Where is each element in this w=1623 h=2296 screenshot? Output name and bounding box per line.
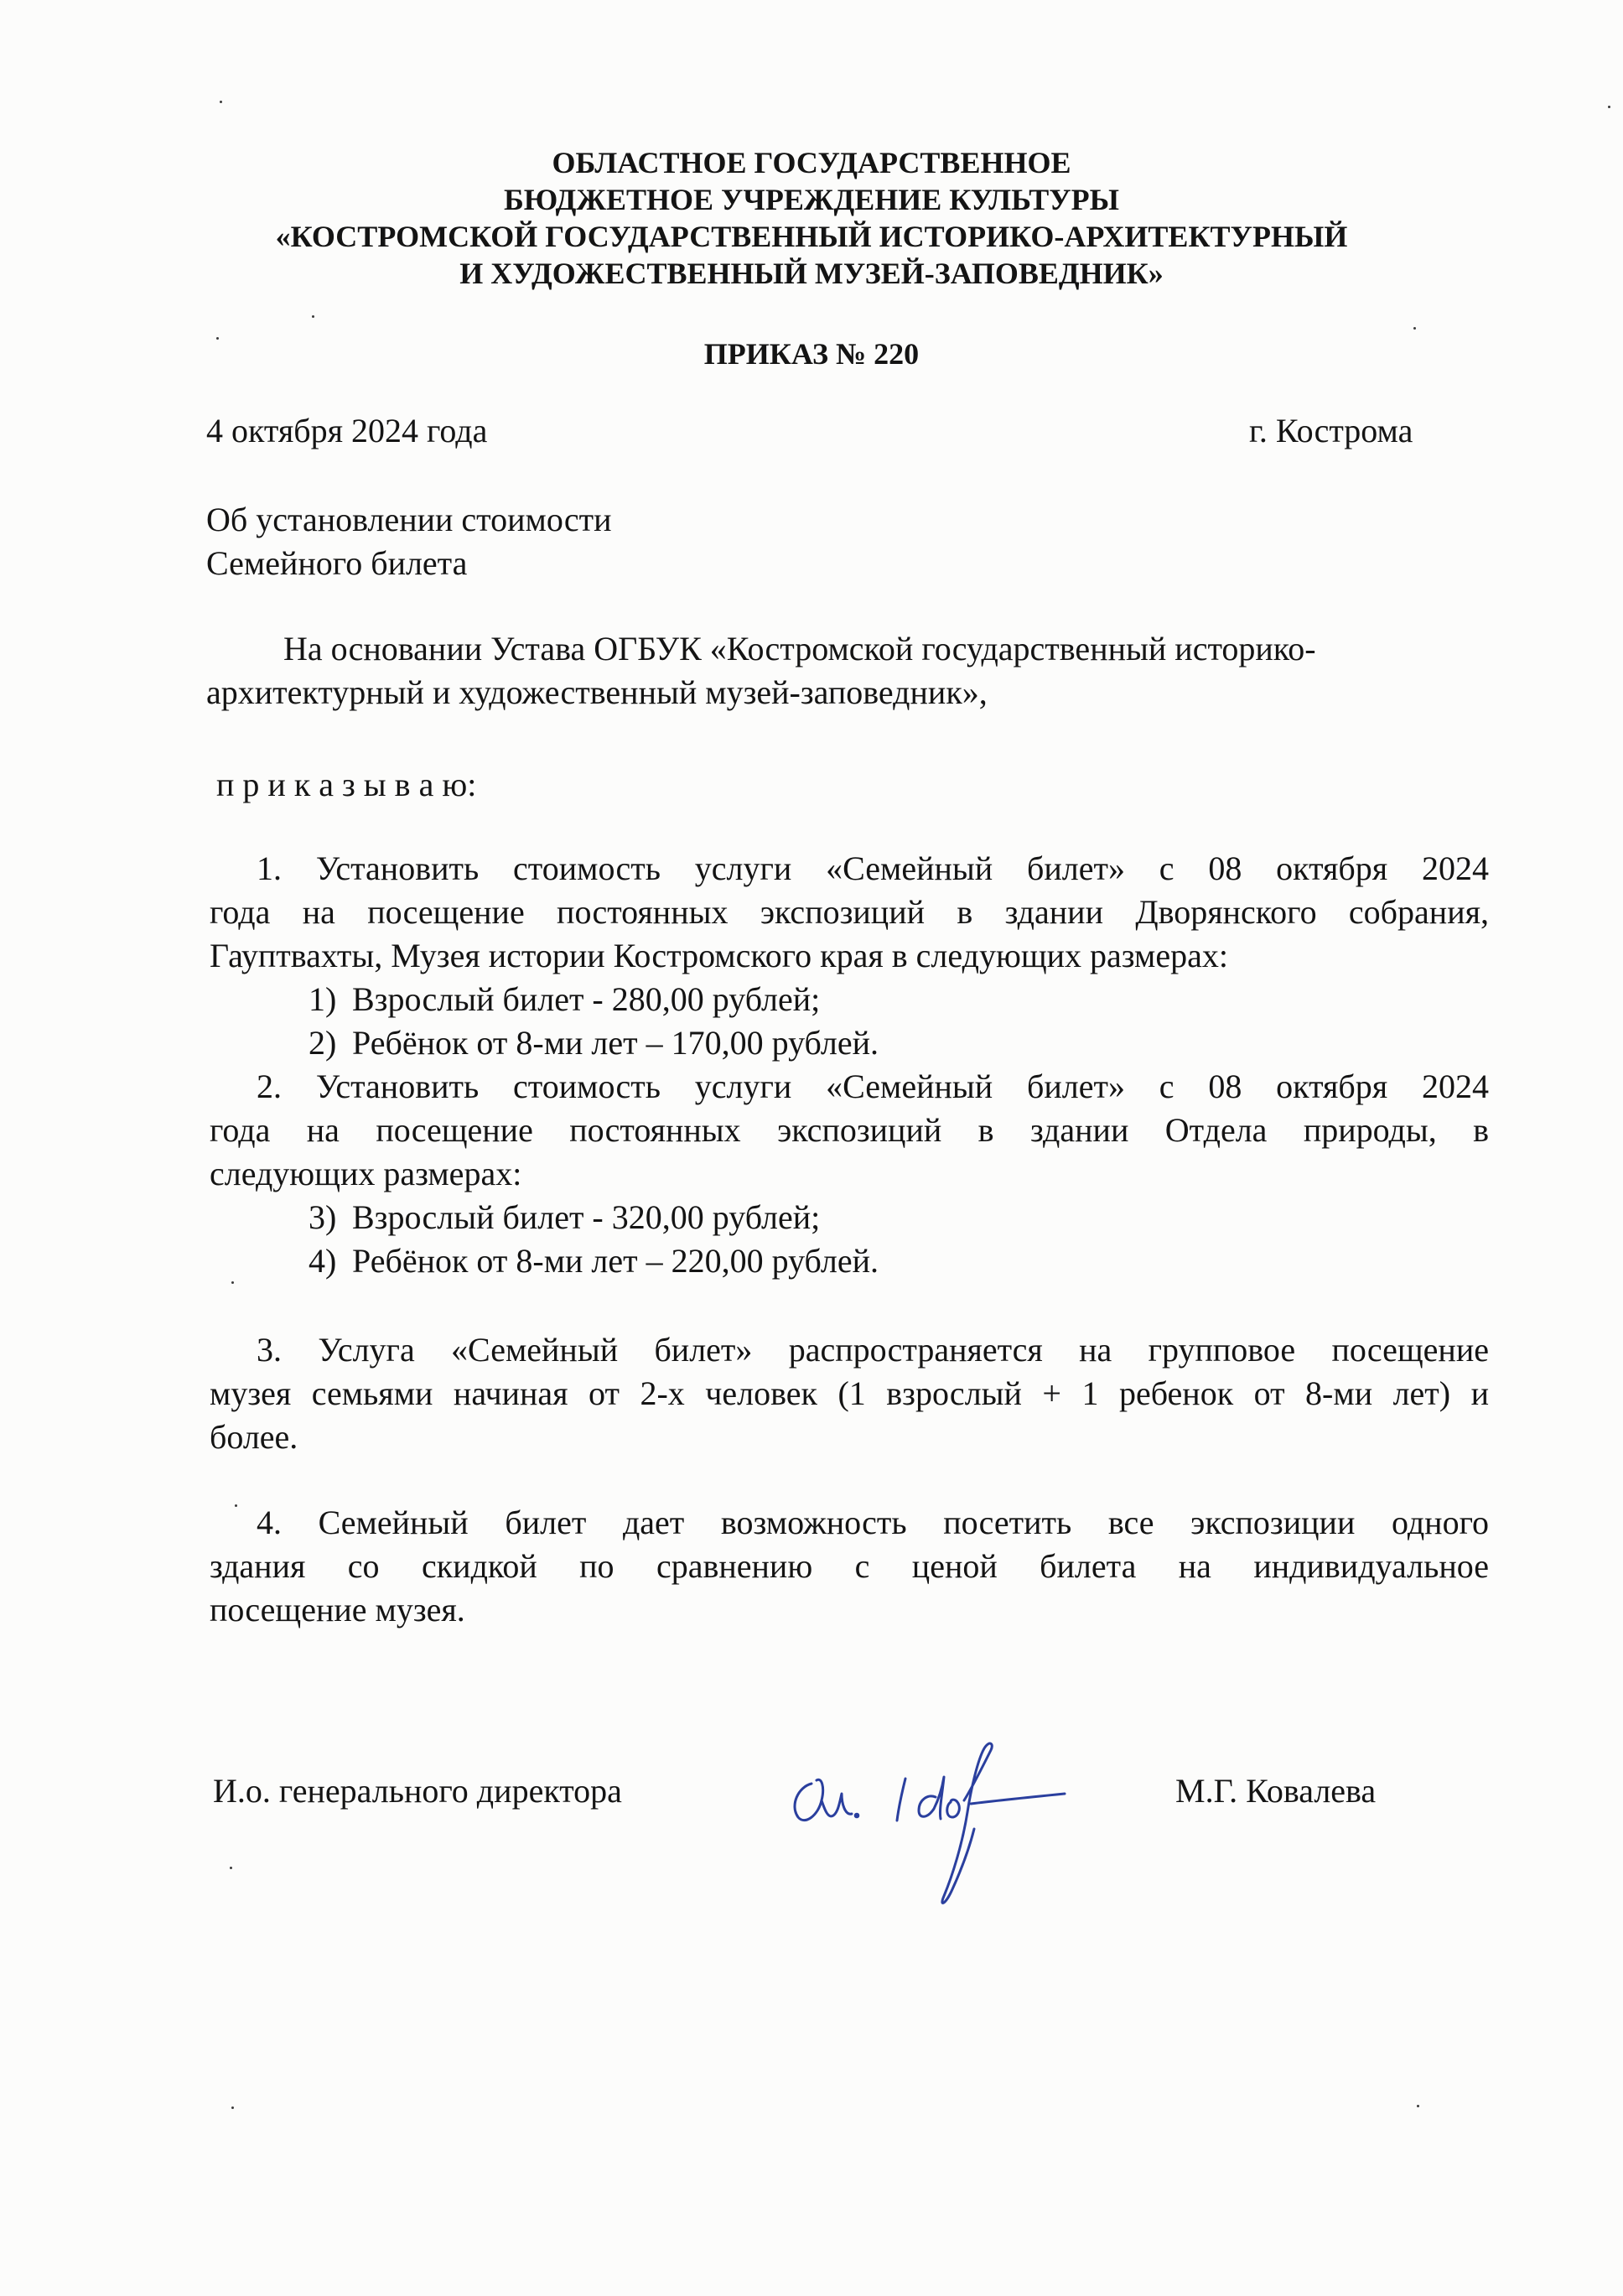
subject-line: Об установлении стоимости <box>206 501 612 538</box>
header-line: ОБЛАСТНОЕ ГОСУДАРСТВЕННОЕ <box>552 146 1071 179</box>
price-item-number: 2) <box>309 1024 337 1062</box>
signatory-position: И.о. генерального директора <box>213 1772 622 1810</box>
order-subject <box>206 498 611 585</box>
item-line: посещение музея. <box>210 1591 465 1628</box>
price-item-text: Ребёнок от 8-ми лет – 170,00 рублей. <box>352 1024 879 1062</box>
signatory-name: М.Г. Ковалева <box>1175 1772 1377 1810</box>
price-item-number: 3) <box>309 1198 337 1236</box>
price-item <box>210 1196 1489 1239</box>
price-item-text: Ребёнок от 8-ми лет – 220,00 рублей. <box>352 1242 879 1280</box>
price-item-number: 4) <box>309 1242 337 1280</box>
item-line: более. <box>210 1418 298 1456</box>
scan-speck <box>230 1867 232 1869</box>
header-line: БЮДЖЕТНОЕ УЧРЕЖДЕНИЕ КУЛЬТУРЫ <box>503 183 1119 216</box>
item-line: 1. Установить стоимость услуги «Семейный билет» с 08 октября 2024 <box>257 849 1489 887</box>
preamble <box>206 627 1487 714</box>
item-line: 3. Услуга «Семейный билет» распространяется на групповое посещение <box>257 1331 1489 1369</box>
preamble-line: архитектурный и художественный музей-заповедник», <box>206 673 988 711</box>
subject-line: Семейного билета <box>206 544 468 582</box>
header-line: «КОСТРОМСКОЙ ГОСУДАРСТВЕННЫЙ ИСТОРИКО-АРХИТЕКТУРНЫЙ <box>275 220 1348 253</box>
item-line: следующих размерах: <box>210 1155 522 1192</box>
item-line: 4. Семейный билет дает возможность посетить все экспозиции одного <box>257 1504 1489 1541</box>
price-item <box>210 1021 1489 1065</box>
organization-header <box>0 144 1623 292</box>
item-line: года на посещение постоянных экспозиций в здании Отдела природы, в <box>210 1111 1489 1149</box>
item-line: 2. Установить стоимость услуги «Семейный билет» с 08 октября 2024 <box>257 1067 1489 1105</box>
preamble-line: На основании Устава ОГБУК «Костромской государственный историко- <box>283 630 1316 668</box>
item-line: музея семьями начиная от 2-х человек (1 взрослый + 1 ребенок от 8-ми лет) и <box>210 1374 1489 1412</box>
order-city: г. Кострома <box>1249 412 1413 449</box>
price-item-number: 1) <box>309 980 337 1018</box>
order-date: 4 октября 2024 года <box>206 412 488 449</box>
item-line: года на посещение постоянных экспозиций в здании Дворянского собрания, <box>210 893 1489 931</box>
price-item-text: Взрослый билет - 280,00 рублей; <box>352 980 821 1018</box>
price-item <box>210 978 1489 1021</box>
order-title: ПРИКАЗ № 220 <box>703 337 920 371</box>
order-item-4 <box>210 1501 1489 1632</box>
handwritten-signature <box>780 1706 1098 1925</box>
order-item-1 <box>210 847 1489 1065</box>
item-line: здания со скидкой по сравнению с ценой билета на индивидуальное <box>210 1547 1489 1585</box>
header-line: И ХУДОЖЕСТВЕННЫЙ МУЗЕЙ-ЗАПОВЕДНИК» <box>459 257 1164 290</box>
order-item-2 <box>210 1065 1489 1283</box>
directive: п р и к а з ы в а ю: <box>216 766 477 803</box>
scan-speck <box>231 2106 234 2109</box>
price-item-text: Взрослый билет - 320,00 рублей; <box>352 1198 821 1236</box>
scan-speck <box>312 315 314 318</box>
scan-speck <box>1417 2105 1419 2107</box>
scan-speck <box>1413 327 1416 330</box>
order-item-3 <box>210 1328 1489 1459</box>
price-item <box>210 1239 1489 1283</box>
scan-speck <box>1608 106 1610 108</box>
item-line: Гауптвахты, Музея истории Костромского края в следующих размерах: <box>210 937 1228 974</box>
scan-speck <box>220 101 222 103</box>
